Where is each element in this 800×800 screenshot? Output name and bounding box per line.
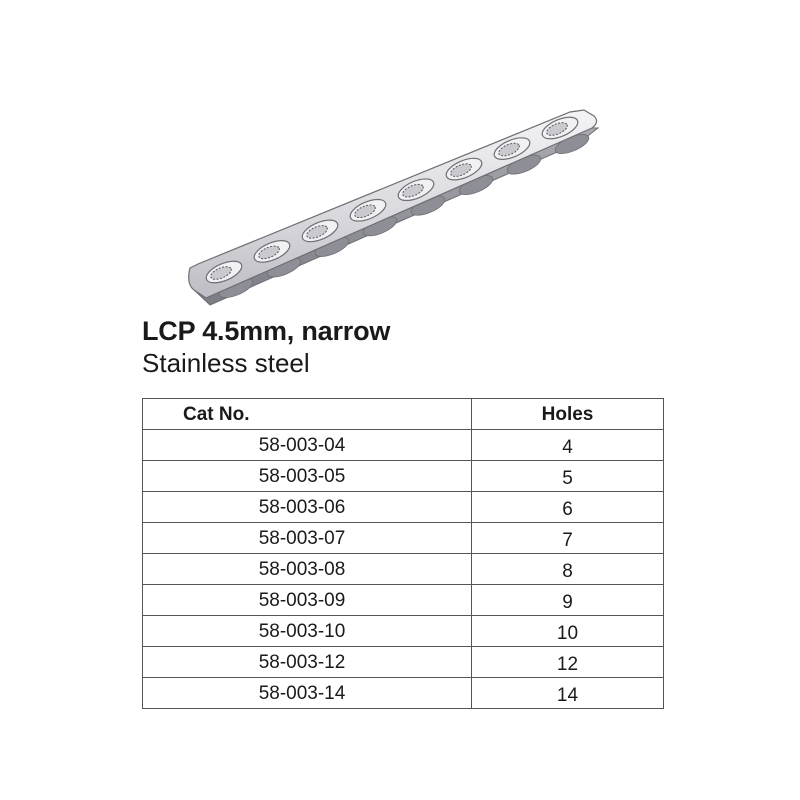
plate-side [192,128,598,305]
holes-cell: 10 [472,616,664,647]
catalog-table [142,398,664,709]
product-title: LCP 4.5mm, narrow [142,316,391,346]
table-row [143,647,664,678]
holes-cell: 8 [472,554,664,585]
table-row [143,554,664,585]
table-header-row [143,399,664,430]
table-row [143,430,664,461]
holes-cell: 9 [472,585,664,616]
product-material: Stainless steel [142,348,310,378]
holes-cell: 6 [472,492,664,523]
holes-cell: 7 [472,523,664,554]
cat-no-cell: 58-003-12 [143,647,472,678]
table-row [143,616,664,647]
plate-top [189,110,597,298]
cat-no-cell: 58-003-05 [143,461,472,492]
cat-no-cell: 58-003-09 [143,585,472,616]
table-row [143,678,664,709]
bone-plate-illustration [180,98,600,313]
holes-cell: 5 [472,461,664,492]
cat-no-cell: 58-003-04 [143,430,472,461]
holes-cell: 4 [472,430,664,461]
table-row [143,461,664,492]
table-row [143,492,664,523]
cat-no-cell: 58-003-07 [143,523,472,554]
cat-no-cell: 58-003-14 [143,678,472,709]
header-holes: Holes [472,399,664,430]
holes-cell: 12 [472,647,664,678]
cat-no-cell: 58-003-06 [143,492,472,523]
holes-cell: 14 [472,678,664,709]
header-cat-no: Cat No. [143,399,472,430]
bone-plate-image [180,98,600,313]
cat-no-cell: 58-003-08 [143,554,472,585]
table-row [143,523,664,554]
cat-no-cell: 58-003-10 [143,616,472,647]
table-row [143,585,664,616]
